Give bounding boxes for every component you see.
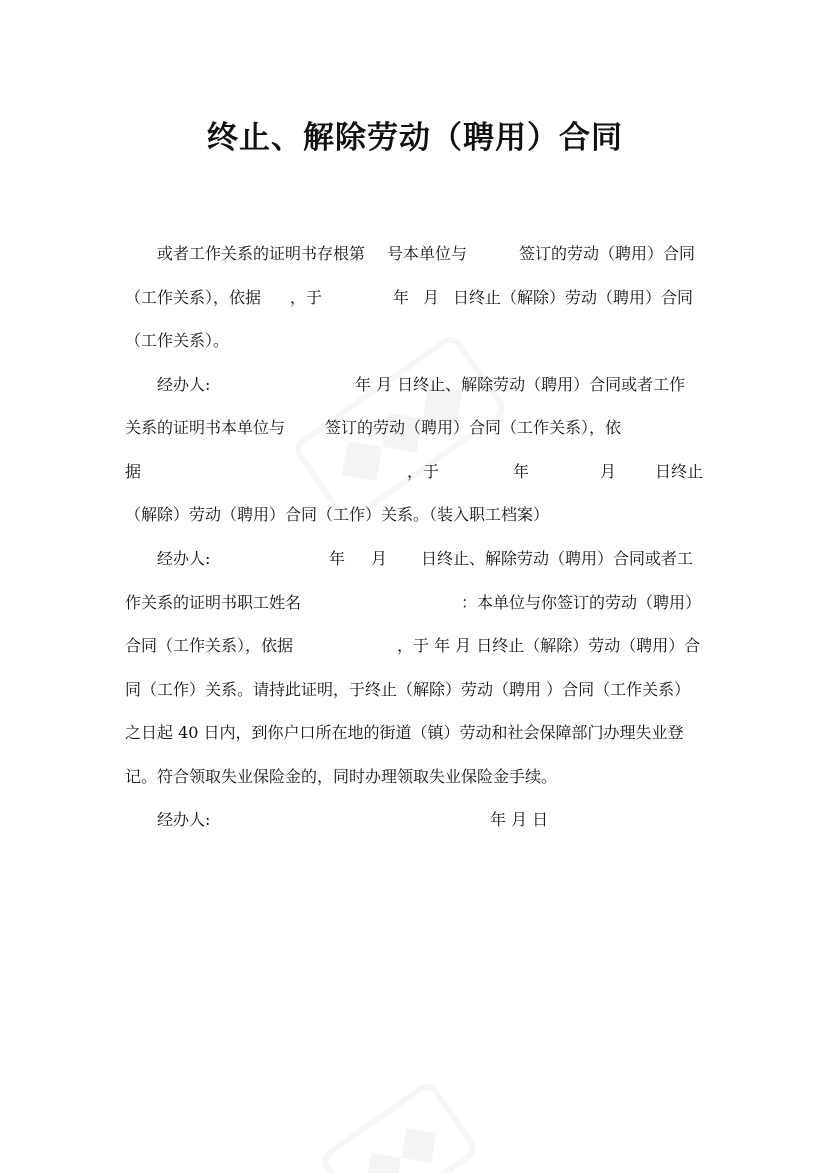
text: （工作关系），依据 xyxy=(125,288,262,307)
text: 经办人: xyxy=(157,810,211,829)
text: 经办人: xyxy=(157,549,211,568)
text: ，于 xyxy=(407,462,440,481)
text: 日终止 xyxy=(655,462,704,481)
text: 年 xyxy=(513,462,530,481)
text: ，于 xyxy=(290,288,323,307)
text: 年 xyxy=(393,288,410,307)
text: 或者工作关系的证明书存根第 xyxy=(157,244,366,263)
text: 年 月 日 xyxy=(490,810,549,829)
text: （解除）劳动（聘用）合同（工作）关系。（装入职工档案） xyxy=(125,505,550,524)
text: 关系的证明书本单位与 xyxy=(125,418,286,437)
text: 年 月 日终止、解除劳动（聘用）合同或者工作 xyxy=(355,375,686,394)
text: 同（工作）关系。请持此证明，于终止（解除）劳动（聘用 ）合同（工作关系） xyxy=(125,680,691,699)
text: 记。符合领取失业保险金的，同时办理领取失业保险金手续。 xyxy=(125,767,558,786)
text: 据 xyxy=(125,462,142,481)
text: 月 xyxy=(371,549,388,568)
text: 签订的劳动（聘用）合同 xyxy=(519,244,696,263)
text: ，于 年 月 日终止（解除）劳动（聘用）合 xyxy=(397,636,701,655)
text: 日终止、解除劳动（聘用）合同或者工 xyxy=(421,549,694,568)
text: 之日起 40 日内，到你户口所在地的街道（镇）劳动和社会保障部门办理失业登 xyxy=(125,723,684,742)
text: 月 xyxy=(600,462,617,481)
watermark-stamp-bottom xyxy=(317,1078,481,1173)
text: 经办人: xyxy=(157,375,211,394)
text: （工作关系）。 xyxy=(125,331,230,350)
document-title: 终止、解除劳动（聘用）合同 xyxy=(207,120,623,156)
text: 合同（工作关系），依据 xyxy=(125,636,294,655)
text: 日终止（解除）劳动（聘用）合同 xyxy=(453,288,694,307)
text: 签订的劳动（聘用）合同（工作关系），依 xyxy=(325,418,622,437)
text: 作关系的证明书职工姓名 xyxy=(125,593,302,612)
text: ：本单位与你签订的劳动（聘用） xyxy=(461,593,702,612)
text: 年 xyxy=(329,549,346,568)
text: 号本单位与 xyxy=(387,244,468,263)
text: 月 xyxy=(423,288,440,307)
